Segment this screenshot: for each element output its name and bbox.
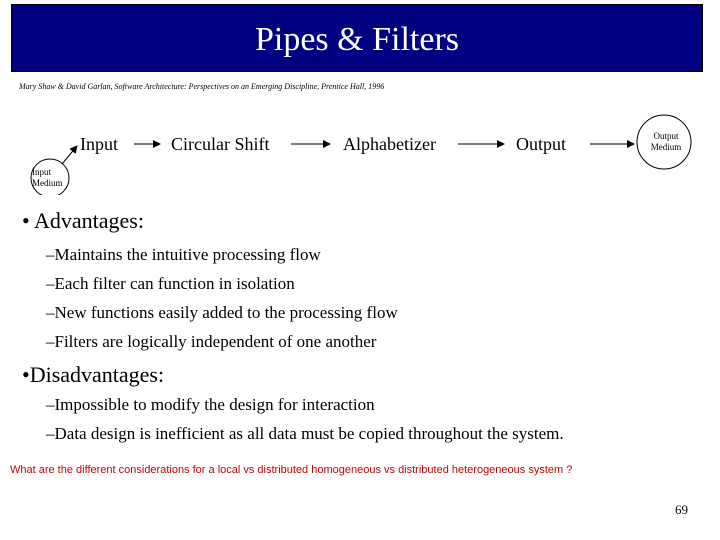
advantages-heading: • Advantages: <box>22 208 144 233</box>
page-number: 69 <box>675 502 688 517</box>
discussion-question: What are the different considerations for a local vs distributed homogeneous vs distributed heterogeneous system ? <box>10 464 573 476</box>
filter-input-label: Input <box>80 134 118 154</box>
filter-circular-shift-label: Circular Shift <box>171 134 270 154</box>
output-medium-line-1: Output <box>653 131 679 141</box>
citation: Mary Shaw & David Garlan, Software Architecture: Perspectives on an Emerging Discipline, Prentice Hall, 1996 <box>19 82 385 91</box>
input-medium-line-2: Medium <box>32 178 63 188</box>
input-medium-label <box>32 167 68 189</box>
advantage-item: –Each filter can function in isolation <box>46 274 295 293</box>
advantage-item: –Filters are logically independent of one another <box>46 332 377 351</box>
disadvantages-heading: •Disadvantages: <box>22 362 165 387</box>
input-medium-line-1: Input <box>32 167 51 177</box>
filter-alphabetizer-label: Alphabetizer <box>343 134 436 154</box>
output-medium-line-2: Medium <box>650 142 682 152</box>
disadvantage-item: –Data design is inefficient as all data must be copied throughout the system. <box>46 424 564 443</box>
disadvantage-item: –Impossible to modify the design for interaction <box>46 395 375 414</box>
output-medium-label <box>644 131 688 153</box>
pipe-arrow-input-medium <box>62 146 77 164</box>
slide-title: Pipes & Filters <box>254 21 460 58</box>
advantage-item: –Maintains the intuitive processing flow <box>46 245 321 264</box>
filter-output-label: Output <box>516 134 567 154</box>
advantage-item: –New functions easily added to the processing flow <box>46 303 398 322</box>
title-banner <box>11 4 703 72</box>
